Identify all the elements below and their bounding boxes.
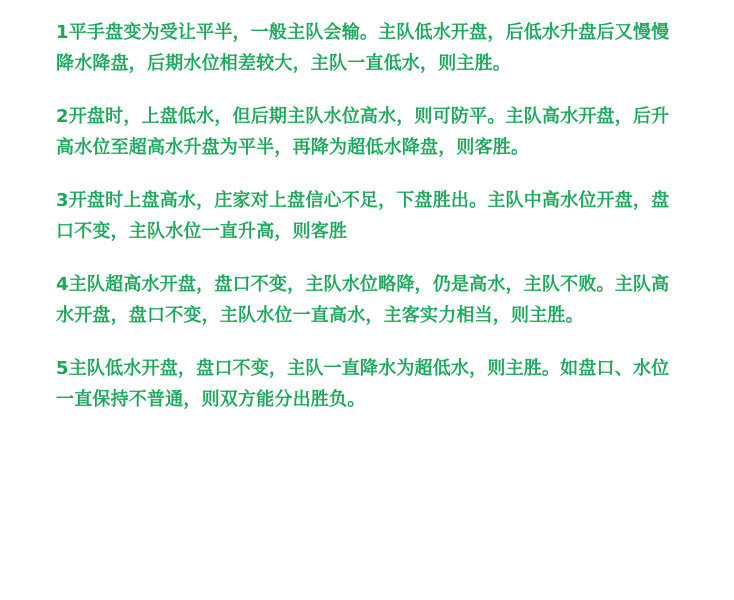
- paragraph-1: 1平手盘变为受让平半，一般主队会输。主队低水开盘，后低水升盘后又慢慢降水降盘，后期水位相差较大，主队一直低水，则主胜。: [56, 22, 670, 74]
- paragraph-3: 3开盘时上盘高水，庄家对上盘信心不足，下盘胜出。主队中高水位开盘，盘口不变，主队水位一直升高，则客胜: [56, 189, 670, 242]
- paragraph-5: 5主队低水开盘，盘口不变，主队一直降水为超低水，则主胜。如盘口、水位一直保持不普通，则双方能分出胜负。: [56, 357, 670, 410]
- paragraph-4: 4主队超高水开盘，盘口不变，主队水位略降，仍是高水，主队不败。主队高水开盘，盘口不变，主队水位一直高水，主客实力相当，则主胜。: [56, 273, 670, 326]
- paragraph-2: 2开盘时，上盘低水，但后期主队水位高水，则可防平。主队高水开盘，后升高水位至超高水升盘为平半，再降为超低水降盘，则客胜。: [56, 105, 670, 158]
